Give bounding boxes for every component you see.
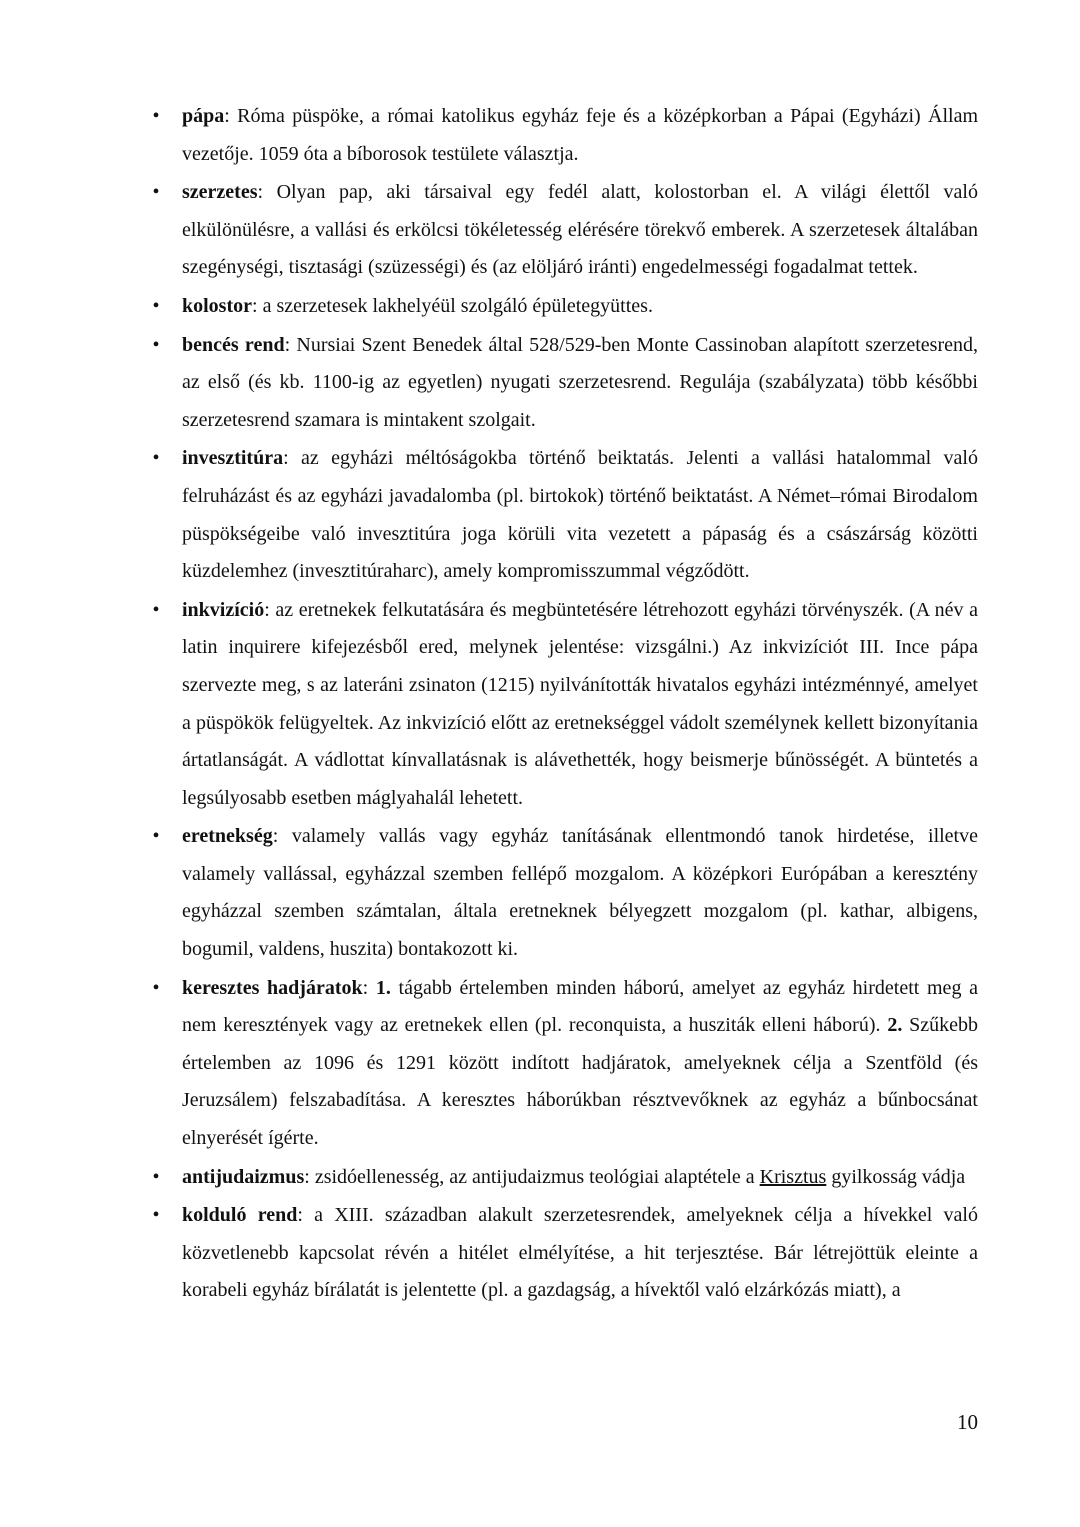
term-separator: : — [284, 333, 297, 356]
term-definition: a XIII. században alakult szerzetesrendek, amelyeknek célja a hívekkel való közvetlenebb kapcsolat révén a hitélet elmélyítése, a hit terjesztése. Bár létrejöttük eleinte a korabeli egyház bírálatát is jelentette (pl. a gazdagság, a hívektől való elzárkózás miatt), a — [182, 1204, 978, 1302]
term-definition: a szerzetesek lakhelyéül szolgáló épületegyüttes. — [262, 294, 653, 317]
bullet-icon: • — [152, 598, 160, 621]
page-number: 10 — [957, 1410, 978, 1434]
bullet-icon: • — [152, 333, 160, 356]
term-label: inkvizíció — [182, 598, 265, 621]
bullet-icon: • — [152, 181, 160, 204]
term-definition: zsidóellenesség, az antijudaizmus teológiai alaptétele a — [314, 1165, 760, 1188]
term-definition: az eretnekek felkutatására és megbüntetésére létrehozott egyházi törvényszék. (A név a latin inquirere kifejezésből ered, melynek jelentése: vizsgálni.) Az inkvizíciót III. Ince pápa szervezte meg, s az lateráni zsinaton (1215) nyilvánították hivatalos egyházi intézménnyé, amelyet a püspökök felügyeltek. Az inkvizíció előtt az eretnekséggel vádolt személynek kellett bizonyítania ártatlanságát. A vádlottat kínvallatásnak is alávethették, hogy beismerje bűnösségét. A büntetés a legsúlyosabb esetben máglyahalál lehetett. — [182, 598, 978, 809]
term-separator: : — [362, 976, 376, 999]
list-item — [152, 970, 978, 1158]
term-label: bencés rend — [182, 333, 285, 356]
term-label: antijudaizmus — [182, 1165, 305, 1188]
term-definition: Szűkebb értelemben az 1096 és 1291 között indított hadjáratok, amelyeknek célja a Szentföld (és Jeruzsálem) felszabadítása. A keresztes háborúkban résztvevőknek az egyház a bűnbocsánat elnyerését ígérte. — [182, 1014, 978, 1150]
list-item — [152, 592, 978, 818]
term-separator: : — [283, 447, 301, 470]
term-separator: : — [272, 825, 292, 848]
term-definition: Olyan pap, aki társaival egy fedél alatt, kolostorban el. A világi élettől való elkülönülésre, a vallási és erkölcsi tökéletesség elérésére törekvő emberek. A szerzetesek általában szegénységi, tisztasági (szüzességi) és (az elöljáró iránti) engedelmességi fogadalmat tettek. — [182, 181, 978, 279]
krisztus-link[interactable]: Krisztus — [759, 1165, 827, 1188]
bullet-icon: • — [152, 825, 160, 848]
definition-number: 2. — [887, 1014, 903, 1037]
list-item — [152, 1159, 978, 1197]
bullet-icon: • — [152, 105, 160, 127]
term-definition: tágabb értelemben minden háború, amelyet az egyház hirdetett meg a nem keresztények vagy az eretnekek ellen (pl. reconquista, a husziták elleni háború). — [182, 976, 978, 1037]
list-item — [152, 440, 978, 590]
term-definition: valamely vallás vagy egyház tanításának ellentmondó tanok hirdetése, illetve valamely vallással, egyházzal szemben fellépő mozgalom. A középkori Európában a keresztény egyházzal szemben számtalan, általa eretneknek bélyegzett mozgalom (pl. kathar, albigens, bogumil, valdens, huszita) bontakozott ki. — [182, 825, 978, 961]
bullet-icon: • — [152, 1165, 160, 1188]
glossary-list — [152, 98, 978, 1310]
term-label: szerzetes — [182, 181, 258, 204]
term-definition: gyilkosság vádja — [826, 1165, 966, 1188]
list-item — [152, 327, 978, 440]
term-label: kolduló rend — [182, 1204, 298, 1227]
term-separator: : — [252, 294, 263, 317]
term-separator: : — [264, 598, 276, 621]
term-label: pápa — [182, 105, 225, 127]
list-item — [152, 98, 978, 173]
bullet-icon: • — [152, 294, 160, 317]
list-item — [152, 818, 978, 968]
term-label: kolostor — [182, 294, 252, 317]
bullet-icon: • — [152, 1204, 160, 1227]
term-label: invesztitúra — [182, 447, 284, 470]
term-definition: az egyházi méltóságokba történő beiktatás. Jelenti a vallási hatalommal való felruházást és az egyházi javadalomba (pl. birtokok) történő beiktatást. A Német–római Birodalom püspökségeibe való invesztitúra joga körüli vita vezetett a pápaság és a császárság közötti küzdelemhez (invesztitúraharc), amely kompromisszummal végződött. — [182, 447, 978, 583]
term-label: eretnekség — [182, 825, 273, 848]
term-definition: Róma püspöke, a római katolikus egyház feje és a középkorban a Pápai (Egyházi) Állam vezetője. 1059 óta a bíborosok testülete választja. — [182, 105, 978, 165]
term-separator: : — [224, 105, 238, 127]
term-definition: Nursiai Szent Benedek által 528/529-ben Monte Cassinoban alapított szerzetesrend, az első (és kb. 1100-ig az egyetlen) nyugati szerzetesrend. Regulája (szabályzata) több későbbi szerzetesrend szamara is mintakent szolgait. — [182, 333, 978, 431]
list-item — [152, 1197, 978, 1310]
term-separator: : — [257, 181, 277, 204]
term-separator: : — [304, 1165, 315, 1188]
list-item — [152, 288, 978, 326]
term-separator: : — [297, 1204, 315, 1227]
bullet-icon: • — [152, 447, 160, 470]
term-label: keresztes hadjáratok — [182, 976, 363, 999]
bullet-icon: • — [152, 976, 160, 999]
list-item — [152, 174, 978, 287]
definition-number: 1. — [375, 976, 391, 999]
